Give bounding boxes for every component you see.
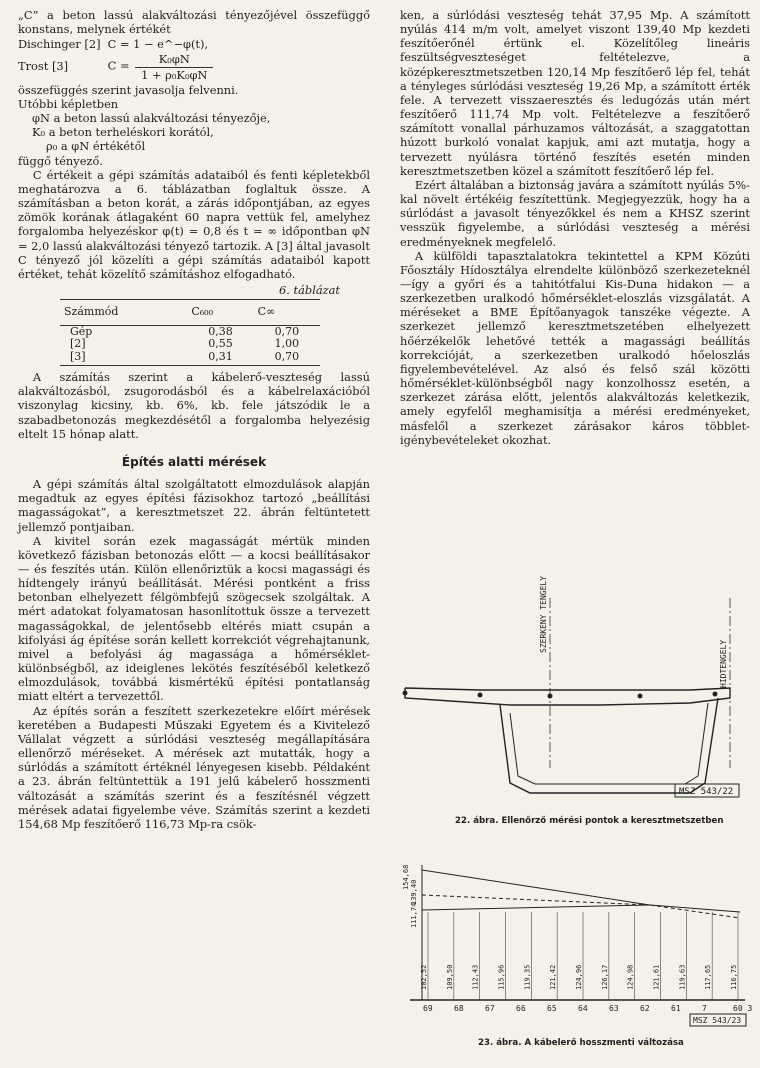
paragraph: összefüggés szerint javasolja felvenni.: [18, 82, 239, 97]
table-row: [2] 0,55 1,00: [70, 337, 300, 351]
value-label: 119,63: [678, 964, 687, 990]
position-label: 69: [423, 1004, 433, 1013]
position-label: 62: [640, 1004, 650, 1013]
value-label: 109,50: [445, 964, 454, 990]
paragraph: A számítás szerint a kábelerő-veszteség lassú alakváltozásból, zsugorodásból és a kábelrelaxációból viszonylag kicsiny, kb. 6%, kb. fele játszódik le a szabadbetonozás megkezdésétől a forgalomba helyezésig eltelt 15 hónap alatt.: [18, 370, 370, 441]
paragraph: ken, a súrlódási veszteség tehát 37,95 Mp. A számított nyúlás 414 m/m volt, amelyet viszont 139,40 Mp kezdeti feszítőerőnél értünk el. Közelítőleg lineáris feszültségveszteséget feltételezve, a középkeresztmetszetben 120,14 Mp feszítőerő lép fel, tehát a tényleges súrlódási veszteség 19,26 Mp, a számított érték fele. A tervezett visszaeresztés és ledugózás után mért feszítőerő 111,74 Mp volt. Feltételezve a feszítőerő számított vonallal párhuzamos változását, a szaggatottan húzott burkoló vonalat kapjuk, ami azt mutatja, hogy a tervezett nyúlásra történő feszítés esetén minden keresztmetszetben közel a számított feszítőerő lép fel.: [400, 8, 750, 178]
formula-trost: Trost [3] C = $\frac{\text{K₀φN}}{\text{1 + ρ₀K₀φN}}$: [18, 52, 370, 81]
list-item: K₀ a beton terheléskori korától,: [32, 125, 214, 140]
paragraph: A kivitel során ezek magasságát mértük minden következő fázisban betonozás előtt — a kocsi beállításakor — és feszítés után. Külön ellenőriztük a kocsi magassági és hídtengely irányú beállítását. Mérési pontként a friss betonban elhelyezett félgömbfejű szögecsek szolgáltak. A mért adatokat folyamatosan hasonlítottuk össze a tervezett magasságokkal, de jelentősebb eltérés miatt csupán a kifolyási ág építése során kellett korrekciót végrehajtanunk, mivel a befolyási ág magassága a hőmérséklet-különbségből, az ideiglenes lekötés feszítéséből keletkező elmozdulások, továbbá kismértékű építési pontatlanság miatt eltért a tervezettől.: [18, 533, 370, 704]
paragraph: Az építés során a feszített szerkezetekre előírt mérések keretében a Budapesti Műszaki Egyetem és a Kivitelező Vállalat végzett a súrlódási veszteség megállapítására ellenőrző méréseket. A mérések azt mutatták, hogy a súrlódás a számított értéknél lényegesen kisebb. Példaként a 23. ábrán feltüntettük a 191 jelű kábelerő hosszmenti változását a számítás szerint és a feszítésnél végzett mérések adatai figyelembe véve. Számítás szerint a kezdeti 154,68 Mp feszítőerő 116,73 Mp-ra csök-: [18, 703, 370, 831]
left-column: [18, 8, 370, 831]
position-label: 60 3: [733, 1004, 753, 1013]
figure-stamp: MSZ 543/22: [679, 787, 734, 797]
value-label: 115,96: [497, 964, 506, 990]
formula-dischinger: Dischinger [2] C = 1 − e^−φ(t),: [18, 37, 209, 52]
figure-caption: 23. ábra. A kábelerő hosszmenti változása: [478, 1038, 684, 1048]
figure-23: [400, 850, 753, 1055]
top-label: 154,68: [402, 864, 410, 890]
value-label: 119,35: [523, 964, 532, 990]
section-heading: Építés alatti mérések: [121, 454, 267, 469]
paragraph: „C” a beton lassú alakváltozási tényezőjével összefüggő konstans, melynek értékét: [18, 8, 370, 37]
position-label: 64: [578, 1004, 588, 1013]
figure-caption: 22. ábra. Ellenőrző mérési pontok a keresztmetszetben: [455, 816, 724, 826]
position-label: 66: [516, 1004, 526, 1013]
value-label: 126,17: [600, 964, 609, 990]
top-label: 111,74: [410, 902, 418, 928]
value-label: 121,42: [549, 964, 558, 990]
table-6: [60, 299, 320, 366]
table-header: Számmód: [60, 300, 187, 326]
right-column: [400, 8, 750, 447]
paragraph: Utóbbi képletben: [18, 96, 119, 111]
paragraph: függő tényező.: [18, 153, 103, 168]
table-header: C∞: [254, 300, 320, 326]
value-label: 124,96: [575, 964, 583, 990]
value-label: 121,61: [652, 964, 661, 990]
position-label: 68: [454, 1004, 464, 1013]
value-label: 124,98: [626, 964, 635, 990]
position-label: 61: [671, 1004, 681, 1013]
paragraph: Ezért általában a biztonság javára a számított nyúlás 5%-kal növelt értékéig feszítettünk. Megjegyezzük, hogy ha a súrlódást a javasolt tényezőkkel és nem a KHSZ szerint vesszük figyelembe, a súrlódási veszteség a mérési eredményeknek megfelelő.: [400, 177, 750, 249]
position-label: 65: [547, 1004, 557, 1013]
position-label: 63: [609, 1004, 619, 1013]
cross-section-drawing: [400, 575, 750, 828]
table-row: Gép 0,38 0,70: [70, 324, 300, 338]
value-label: 116,75: [730, 964, 738, 990]
axis-label-szerkeny: SZERKENY TENGELY: [539, 575, 548, 653]
value-label: 112,43: [471, 964, 480, 990]
value-label: 117,65: [704, 964, 713, 990]
figure-22: [400, 575, 750, 828]
list-item: ρ₀ a φN értékétől: [46, 139, 146, 154]
top-label: 139,40: [410, 879, 418, 905]
list-item: φN a beton lassú alakváltozási tényezője,: [32, 111, 271, 126]
paragraph: A gépi számítás által szolgáltatott elmozdulások alapján megadtuk az egyes építési fázisokhoz tartozó „beállítási magasságokat”, a keresztmetszet 22. ábrán feltüntetett jellemző pontjaiban.: [18, 477, 370, 534]
cable-force-diagram: [400, 850, 753, 1030]
paragraph: C értékeit a gépi számítás adataiból és fenti képletekből meghatározva a 6. táblázatban foglaltuk össze. A számításban a beton korát, a zárás időpontjában, az egyes zömök korának átlagaként 60 napra vettük fel, amelyhez forgalomba helyezéskor φ(t) = 0,8 és t = ∞ időpontban φN = 2,0 lassú alakváltozási tényező tartozik. A [3] által javasolt C tényező jól közelíti a gépi számítás adataiból kapott értéket, tehát közelítő számításhoz elfogadható.: [18, 167, 370, 281]
position-label: 7: [702, 1004, 707, 1013]
axis-label-hidtengely: HIDTENGELY: [719, 639, 728, 688]
table-header: C₆₀₀: [187, 300, 253, 326]
value-label: 102,52: [420, 964, 428, 990]
paragraph: A külföldi tapasztalatokra tekintettel a KPM Közúti Főosztály Hídosztálya elrendelte különböző szerkezeteknél—így a győri és a tahitótfalui Kis-Duna hidakon — a szerkezetben uralkodó hőmérséklet-eloszlás vizsgálatát. A méréseket a BME Építőanyagok tanszéke végezte. A szerkezet jellemző keresztmetszetében elhelyezett hőérzékelők lehetővé tették a magassági beállítás korrekcióját, a szerkezetben uralkodó hőeloszlás figyelembevételével. Az alsó és felső szál közötti hőmérséklet-különbségből nagy konzolhossz esetén, a szerkezet zárása előtt, jelentős alakváltozás keletkezik, amely egyfelől meghamisítja a mérési eredményeket, másfelől a szerkezet zárásakor káros többlet-igénybevételeket okozhat.: [400, 248, 750, 447]
figure-stamp: MSZ 543/23: [693, 1016, 742, 1025]
position-label: 67: [485, 1004, 495, 1013]
fraction: $\frac{\text{K₀φN}}{\text{1 + ρ₀K₀φN}}$: [135, 52, 213, 81]
table-caption: 6. táblázat: [279, 282, 340, 297]
table-row: [3] 0,31 0,70: [60, 351, 320, 366]
